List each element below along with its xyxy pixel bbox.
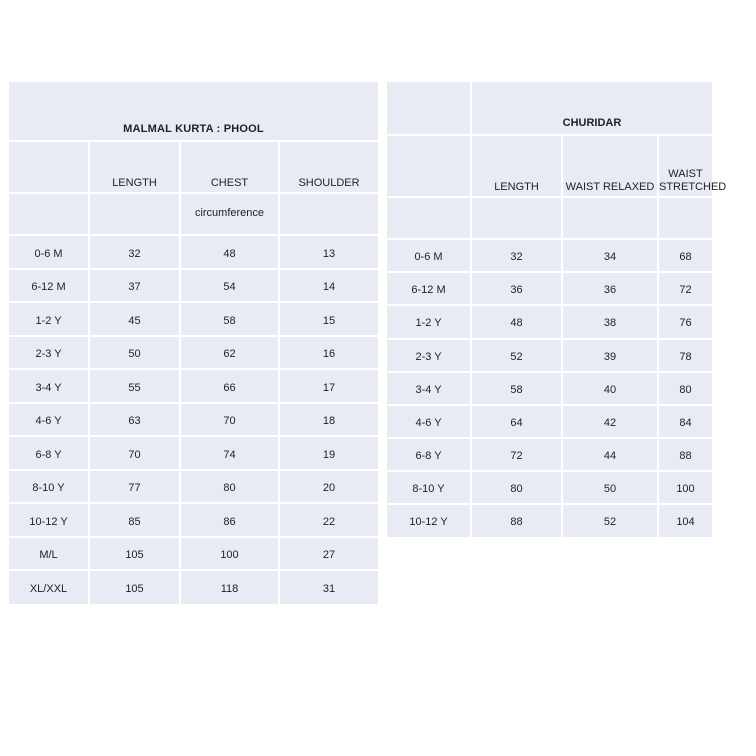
kurta-value-cell: 63 bbox=[89, 403, 180, 437]
kurta-value-cell: 20 bbox=[279, 470, 378, 504]
churidar-value-cell: 40 bbox=[562, 372, 658, 405]
churidar-value-cell: 104 bbox=[676, 516, 695, 529]
churidar-value-cell: 72 bbox=[471, 438, 562, 471]
churidar-blank-cell bbox=[562, 197, 658, 239]
kurta-row bbox=[9, 302, 378, 336]
churidar-value-cell: 50 bbox=[562, 471, 658, 504]
churidar-blank-cell bbox=[387, 197, 471, 239]
kurta-row bbox=[9, 235, 378, 269]
kurta-value-cell: 66 bbox=[180, 369, 279, 403]
kurta-value-cell: 15 bbox=[279, 302, 378, 336]
kurta-size-cell: 6-8 Y bbox=[9, 436, 89, 470]
churidar-size-cell: 4-6 Y bbox=[387, 405, 471, 438]
kurta-value-cell: 13 bbox=[279, 235, 378, 269]
kurta-value-cell: 17 bbox=[279, 369, 378, 403]
kurta-value-cell: 45 bbox=[89, 302, 180, 336]
kurta-value-cell: 32 bbox=[89, 235, 180, 269]
kurta-value-cell: 16 bbox=[279, 336, 378, 370]
kurta-value-cell: 50 bbox=[89, 336, 180, 370]
kurta-size-cell: 1-2 Y bbox=[9, 302, 89, 336]
churidar-value-cell: 80 bbox=[658, 372, 712, 405]
kurta-row bbox=[9, 470, 378, 504]
churidar-value-cell: 72 bbox=[658, 272, 712, 305]
churidar-value-cell: 84 bbox=[658, 405, 712, 438]
kurta-value-cell: 62 bbox=[180, 336, 279, 370]
kurta-value-cell: 118 bbox=[180, 570, 279, 604]
churidar-value-cell: 100 bbox=[658, 471, 712, 504]
churidar-size-cell: 2-3 Y bbox=[387, 339, 471, 372]
churidar-size-cell: 3-4 Y bbox=[387, 372, 471, 405]
churidar-value-cell: 58 bbox=[471, 372, 562, 405]
kurta-value-cell: 54 bbox=[180, 269, 279, 303]
churidar-row bbox=[387, 405, 712, 438]
churidar-table-body bbox=[387, 82, 727, 537]
churidar-size-cell: 10-12 Y bbox=[387, 504, 471, 537]
churidar-row bbox=[387, 272, 712, 305]
churidar-value-cell: 52 bbox=[562, 504, 658, 537]
churidar-size-cell: 8-10 Y bbox=[387, 471, 471, 504]
kurta-table-body bbox=[9, 82, 378, 604]
churidar-row bbox=[387, 438, 712, 471]
kurta-row bbox=[9, 403, 378, 437]
kurta-size-cell: M/L bbox=[9, 537, 89, 571]
kurta-value-cell: 105 bbox=[89, 537, 180, 571]
kurta-value-cell: 37 bbox=[89, 269, 180, 303]
churidar-header-waist-relaxed: WAIST RELAXED bbox=[562, 135, 658, 197]
churidar-value-cell: 64 bbox=[471, 405, 562, 438]
kurta-row bbox=[9, 269, 378, 303]
churidar-value-cell: 36 bbox=[471, 272, 562, 305]
churidar-value-cell: 88 bbox=[658, 438, 712, 471]
churidar-title: CHURIDAR bbox=[471, 82, 712, 135]
kurta-size-cell: 10-12 Y bbox=[9, 503, 89, 537]
churidar-size-cell: 6-8 Y bbox=[387, 438, 471, 471]
churidar-row bbox=[387, 339, 712, 372]
kurta-title: MALMAL KURTA : PHOOL bbox=[9, 82, 378, 141]
kurta-value-cell: 100 bbox=[180, 537, 279, 571]
kurta-size-cell: 6-12 M bbox=[9, 269, 89, 303]
churidar-row bbox=[387, 372, 712, 405]
churidar-value-cell: 52 bbox=[471, 339, 562, 372]
churidar-value-cell: 38 bbox=[562, 305, 658, 338]
kurta-subheader-blank bbox=[9, 193, 89, 236]
kurta-value-cell: 70 bbox=[89, 436, 180, 470]
kurta-subheader-blank bbox=[279, 193, 378, 236]
kurta-header-size bbox=[9, 141, 89, 193]
kurta-value-cell: 14 bbox=[279, 269, 378, 303]
kurta-value-cell: 22 bbox=[279, 503, 378, 537]
kurta-value-cell: 48 bbox=[180, 235, 279, 269]
kurta-subheader-circumference: circumference bbox=[180, 193, 279, 236]
kurta-size-cell: 2-3 Y bbox=[9, 336, 89, 370]
kurta-value-cell: 19 bbox=[279, 436, 378, 470]
kurta-header-chest: CHEST bbox=[180, 141, 279, 193]
churidar-title-spacer bbox=[387, 82, 471, 135]
kurta-value-cell: 18 bbox=[279, 403, 378, 437]
kurta-size-cell: 4-6 Y bbox=[9, 403, 89, 437]
churidar-value-cell: 39 bbox=[562, 339, 658, 372]
kurta-size-cell: XL/XXL bbox=[9, 570, 89, 604]
churidar-value-cell: 34 bbox=[562, 239, 658, 272]
kurta-value-cell: 85 bbox=[89, 503, 180, 537]
kurta-row bbox=[9, 336, 378, 370]
churidar-row bbox=[387, 504, 712, 537]
kurta-row bbox=[9, 537, 378, 571]
kurta-value-cell: 70 bbox=[180, 403, 279, 437]
churidar-header-waist-stretched: WAIST STRETCHED bbox=[658, 135, 712, 197]
kurta-value-cell: 58 bbox=[180, 302, 279, 336]
churidar-size-cell: 0-6 M bbox=[387, 239, 471, 272]
kurta-value-cell: 74 bbox=[180, 436, 279, 470]
churidar-header-length: LENGTH bbox=[471, 135, 562, 197]
kurta-value-cell: 105 bbox=[89, 570, 180, 604]
kurta-value-cell: 55 bbox=[89, 369, 180, 403]
kurta-row bbox=[9, 570, 378, 604]
kurta-value-cell: 31 bbox=[322, 583, 336, 596]
churidar-row bbox=[387, 471, 712, 504]
churidar-value-cell: 48 bbox=[471, 305, 562, 338]
churidar-header-size bbox=[387, 135, 471, 197]
churidar-size-cell: 1-2 Y bbox=[387, 305, 471, 338]
churidar-value-cell: 78 bbox=[658, 339, 712, 372]
kurta-value-cell: 77 bbox=[89, 470, 180, 504]
kurta-size-cell: 8-10 Y bbox=[9, 470, 89, 504]
churidar-value-cell: 42 bbox=[562, 405, 658, 438]
churidar-size-table bbox=[387, 82, 727, 537]
churidar-row bbox=[387, 239, 712, 272]
churidar-value-cell: 32 bbox=[471, 239, 562, 272]
kurta-size-cell: 0-6 M bbox=[9, 235, 89, 269]
churidar-row bbox=[387, 305, 712, 338]
kurta-row bbox=[9, 436, 378, 470]
kurta-row bbox=[9, 503, 378, 537]
churidar-size-cell: 6-12 M bbox=[387, 272, 471, 305]
churidar-value-cell: 36 bbox=[562, 272, 658, 305]
churidar-value-cell: 68 bbox=[658, 239, 712, 272]
kurta-header-shoulder: SHOULDER bbox=[279, 141, 378, 193]
kurta-subheader-blank bbox=[89, 193, 180, 236]
kurta-value-cell: 27 bbox=[279, 537, 378, 571]
churidar-blank-cell bbox=[471, 197, 562, 239]
kurta-size-table bbox=[9, 82, 378, 604]
kurta-value-cell: 86 bbox=[180, 503, 279, 537]
churidar-blank-cell bbox=[658, 197, 712, 239]
kurta-size-cell: 3-4 Y bbox=[9, 369, 89, 403]
churidar-value-cell: 44 bbox=[562, 438, 658, 471]
churidar-value-cell: 80 bbox=[471, 471, 562, 504]
kurta-header-length: LENGTH bbox=[89, 141, 180, 193]
kurta-value-cell: 80 bbox=[180, 470, 279, 504]
churidar-value-cell: 88 bbox=[471, 504, 562, 537]
churidar-value-cell: 76 bbox=[658, 305, 712, 338]
kurta-row bbox=[9, 369, 378, 403]
